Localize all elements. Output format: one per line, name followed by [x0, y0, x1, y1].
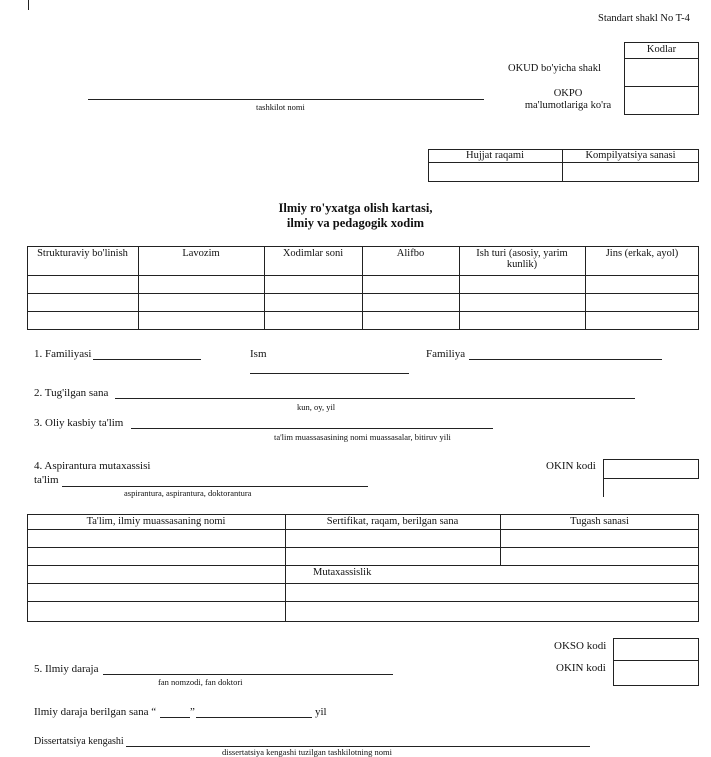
edu-vline-1: [285, 514, 286, 622]
compilation-date-header: Kompilyatsiya sanasi: [585, 150, 676, 161]
okso-code-label: OKSO kodi: [554, 640, 607, 652]
higher-education-label: 3. Oliy kasbiy ta'lim: [34, 417, 124, 429]
standard-form-label: Standart shakl No T-4: [598, 13, 690, 24]
postgrad-label-2: ta'lim: [34, 474, 59, 486]
family-name-label: Familiya: [426, 348, 466, 360]
edu-hline-2: [27, 547, 699, 548]
okud-code-field[interactable]: [625, 59, 698, 86]
okpo-code-field[interactable]: [625, 87, 698, 114]
main-table-vline-4: [459, 246, 460, 330]
okso-code-box[interactable]: [613, 638, 699, 661]
card-title-line2: ilmiy va pedagogik xodim: [286, 216, 425, 230]
birth-date-field[interactable]: [115, 398, 635, 399]
edu-hline-4: [27, 583, 699, 584]
higher-education-field[interactable]: [131, 428, 493, 429]
institution-name-header: Ta'lim, ilmiy muassasaning nomi: [86, 516, 226, 527]
council-label: Dissertatsiya kengashi: [34, 736, 124, 747]
okud-label: OKUD bo'yicha shakl: [508, 63, 601, 74]
position-header: Lavozim: [182, 248, 220, 259]
degree-caption: fan nomzodi, fan doktori: [158, 677, 243, 687]
compilation-date-field[interactable]: [563, 163, 698, 181]
degree-date-quote: ”: [190, 706, 195, 718]
work-type-header: Ish turi (asosiy, yarim kunlik): [476, 248, 568, 270]
higher-education-caption: ta'lim muassasasining nomi muassasalar, bitiruv yili: [274, 432, 451, 442]
postgrad-label: 4. Aspirantura mutaxassisi: [34, 460, 151, 472]
card-title-line1: Ilmiy ro'yxatga olish kartasi,: [278, 201, 433, 215]
family-name-field[interactable]: [469, 359, 662, 360]
degree-month-field[interactable]: [196, 717, 312, 718]
degree-okin-code-label: OKIN kodi: [556, 662, 606, 674]
degree-field[interactable]: [103, 674, 393, 675]
okpo-sub-label: ma'lumotlariga ko'ra: [524, 100, 612, 111]
edu-hline-1: [27, 529, 699, 530]
council-caption: dissertatsiya kengashi tuzilgan tashkilotning nomi: [222, 747, 392, 757]
degree-date-label: Ilmiy daraja berilgan sana “: [34, 706, 157, 718]
birth-date-label: 2. Tug'ilgan sana: [34, 387, 109, 399]
main-table-hline-2: [27, 293, 699, 294]
surname-field[interactable]: [93, 359, 201, 360]
codes-label: Kodlar: [646, 44, 677, 55]
main-table-hline-1: [27, 275, 699, 276]
staff-count-header: Xodimlar soni: [282, 248, 344, 259]
org-name-caption: tashkilot nomi: [256, 102, 305, 112]
degree-okin-code-box[interactable]: [613, 660, 699, 686]
structural-unit-header: Strukturaviy bo'linish: [37, 248, 128, 259]
birth-date-caption: kun, oy, yil: [297, 402, 336, 412]
doc-number-field[interactable]: [429, 163, 562, 181]
okin-code-box[interactable]: [603, 459, 699, 479]
alphabet-header: Alifbo: [396, 248, 425, 259]
name-field[interactable]: [250, 373, 409, 374]
graduation-date-header: Tugash sanasi: [570, 516, 629, 527]
okin-code-label: OKIN kodi: [546, 460, 596, 472]
gender-header: Jins (erkak, ayol): [605, 248, 679, 259]
degree-label: 5. Ilmiy daraja: [34, 663, 99, 675]
edu-hline-5: [27, 601, 699, 602]
degree-day-field[interactable]: [160, 717, 190, 718]
okpo-label: OKPO: [553, 88, 583, 99]
name-label: Ism: [250, 348, 267, 360]
postgrad-field[interactable]: [62, 486, 368, 487]
doc-number-header: Hujjat raqami: [465, 150, 525, 161]
certificate-header: Sertifikat, raqam, berilgan sana: [326, 516, 459, 527]
org-name-field[interactable]: [88, 99, 484, 100]
degree-year-suffix: yil: [315, 706, 327, 718]
main-table-hline-3: [27, 311, 699, 312]
okin-code-stub: [603, 479, 604, 497]
edu-hline-3: [27, 565, 699, 566]
specialty-label: Mutaxassislik: [313, 567, 372, 578]
text-cursor: [28, 0, 29, 10]
postgrad-caption: aspirantura, aspirantura, doktorantura: [124, 488, 252, 498]
surname-label: 1. Familiyasi: [34, 348, 92, 360]
